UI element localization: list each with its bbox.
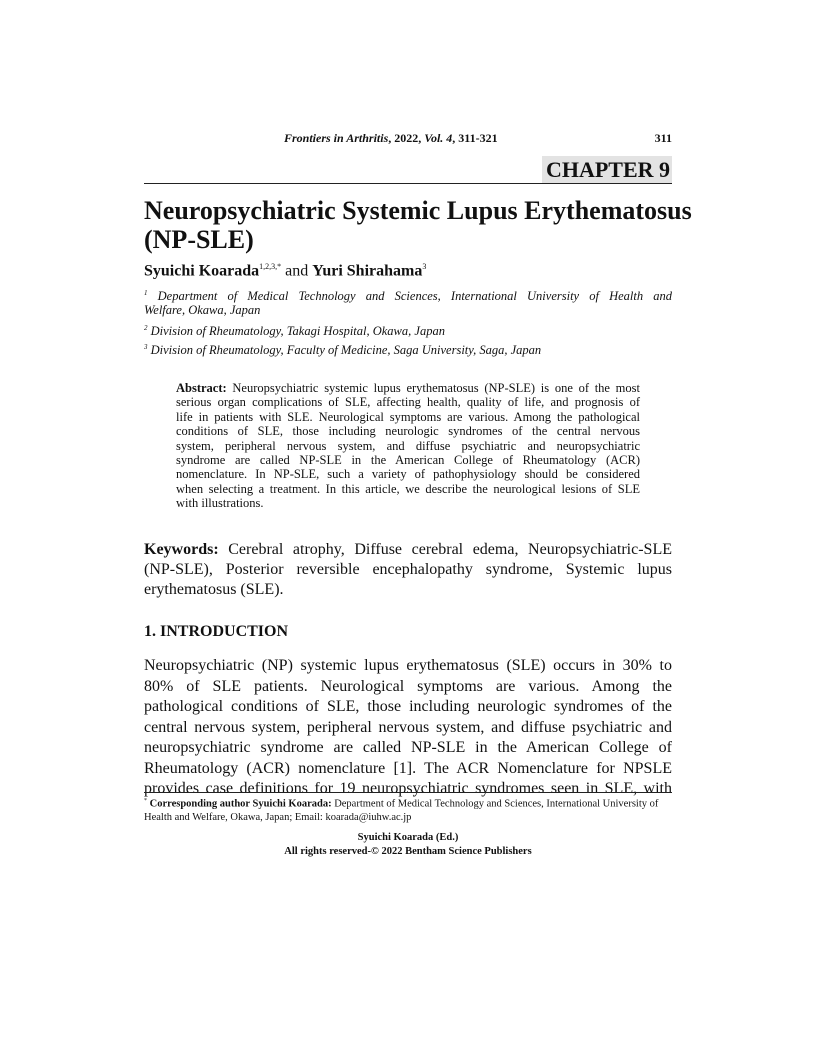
chapter-label: CHAPTER 9 bbox=[542, 156, 672, 183]
footnote-rule bbox=[144, 792, 672, 793]
abstract-line: with illustrations. bbox=[176, 496, 264, 511]
volume: Vol. 4 bbox=[424, 131, 453, 145]
paper-title bbox=[144, 196, 692, 254]
copyright-line: All rights reserved-© 2022 Bentham Science Publishers bbox=[284, 845, 532, 857]
publisher-info bbox=[144, 831, 672, 858]
affiliation-text: Division of Rheumatology, Takagi Hospital, Okawa, Japan bbox=[150, 324, 445, 339]
body-line: pathological conditions of SLE, those including neurologic syndromes of the bbox=[144, 698, 672, 715]
keywords-line: (NP-SLE), Posterior reversible encephalopathy syndrome, Systemic lupus bbox=[144, 561, 672, 578]
affiliation bbox=[144, 286, 672, 317]
footnote-mark: * bbox=[144, 798, 147, 804]
body-line: Rheumatology (ACR) nomenclature [1]. The ACR Nomenclature for NPSLE bbox=[144, 759, 672, 777]
abstract-line: Neuropsychiatric systemic lupus erythematosus (NP-SLE) is one of the most bbox=[226, 381, 640, 395]
body-line: provides case definitions for 19 neuropsychiatric syndromes seen in SLE, with bbox=[144, 780, 672, 797]
keywords-label: Keywords: bbox=[144, 541, 219, 558]
footnote-label: Corresponding author Syuichi Koarada: bbox=[149, 798, 332, 810]
keywords-body bbox=[144, 560, 672, 600]
footnote-text: Department of Medical Technology and Sciences, International University of Health and Welfare, Okawa, Japan; Email: koarada@iuhw.ac.jp bbox=[144, 798, 659, 823]
abstract-line: nomenclature. In NP-SLE, such a variety of pathophysiology should be considered bbox=[176, 467, 640, 482]
author-affiliation-marks: 1,2,3,* bbox=[259, 262, 282, 271]
keywords-line: erythematosus (SLE). bbox=[144, 581, 284, 598]
intro-paragraph bbox=[144, 656, 672, 800]
body-line: neuropsychiatric syndrome are called NP-SLE in the American College of bbox=[144, 739, 672, 756]
abstract-line: syndrome are called NP-SLE in the American College of Rheumatology (ACR) bbox=[176, 453, 640, 468]
affiliation-number: 3 bbox=[144, 343, 148, 351]
abstract-line: serious organ complications of SLE, affecting health, quality of life, and prognosis of bbox=[176, 395, 640, 410]
affiliation bbox=[144, 321, 672, 338]
title-line: (NP-SLE) bbox=[144, 225, 254, 254]
title-line: Neuropsychiatric Systemic Lupus Erythematosus bbox=[144, 196, 692, 225]
affiliation bbox=[144, 340, 672, 357]
author-name: Yuri Shirahama bbox=[312, 262, 423, 280]
affiliation-text: Welfare, Okawa, Japan bbox=[144, 303, 261, 318]
abstract-line: conditions of SLE, those including neurologic syndromes of the central nervous bbox=[176, 424, 640, 439]
header-rule bbox=[144, 183, 672, 184]
affiliation-number: 1 bbox=[144, 289, 148, 297]
abstract bbox=[176, 381, 640, 511]
authors bbox=[144, 262, 426, 280]
author-affiliation-marks: 3 bbox=[422, 262, 427, 271]
page-range: , 311-321 bbox=[452, 131, 498, 145]
body-line: 80% of SLE patients. Neurological symptoms are various. Among the bbox=[144, 677, 672, 695]
body-line: central nervous system, peripheral nervous system, and diffuse psychiatric and bbox=[144, 718, 672, 736]
affiliation-text: Department of Medical Technology and Sciences, International University of Health and bbox=[157, 289, 672, 304]
keywords bbox=[144, 540, 672, 600]
page-number: 311 bbox=[654, 131, 672, 145]
affiliation-number: 2 bbox=[144, 324, 148, 332]
abstract-line: when selecting a treatment. In this article, we describe the neurological lesions of SLE bbox=[176, 481, 640, 496]
footnote bbox=[144, 795, 672, 824]
journal-citation bbox=[284, 131, 498, 146]
journal-name: Frontiers in Arthritis bbox=[284, 131, 389, 145]
keywords-line: Cerebral atrophy, Diffuse cerebral edema, Neuropsychiatric-SLE bbox=[218, 541, 672, 558]
section-heading: 1. INTRODUCTION bbox=[144, 623, 289, 640]
body-line: Neuropsychiatric (NP) systemic lupus erythematosus (SLE) occurs in 30% to bbox=[144, 657, 672, 674]
editor-line: Syuichi Koarada (Ed.) bbox=[357, 832, 459, 843]
author-conjunction: and bbox=[281, 262, 313, 280]
year: , 2022, bbox=[388, 131, 425, 145]
abstract-body bbox=[176, 395, 640, 510]
abstract-line: life in patients with SLE. Neurological symptoms are various. Among the pathological bbox=[176, 409, 640, 424]
abstract-label: Abstract: bbox=[176, 381, 227, 395]
affiliation-text: Division of Rheumatology, Faculty of Medicine, Saga University, Saga, Japan bbox=[150, 343, 542, 358]
author-name: Syuichi Koarada bbox=[144, 262, 260, 280]
abstract-line: system, peripheral nervous system, and diffuse psychiatric and neuropsychiatric bbox=[176, 438, 640, 453]
